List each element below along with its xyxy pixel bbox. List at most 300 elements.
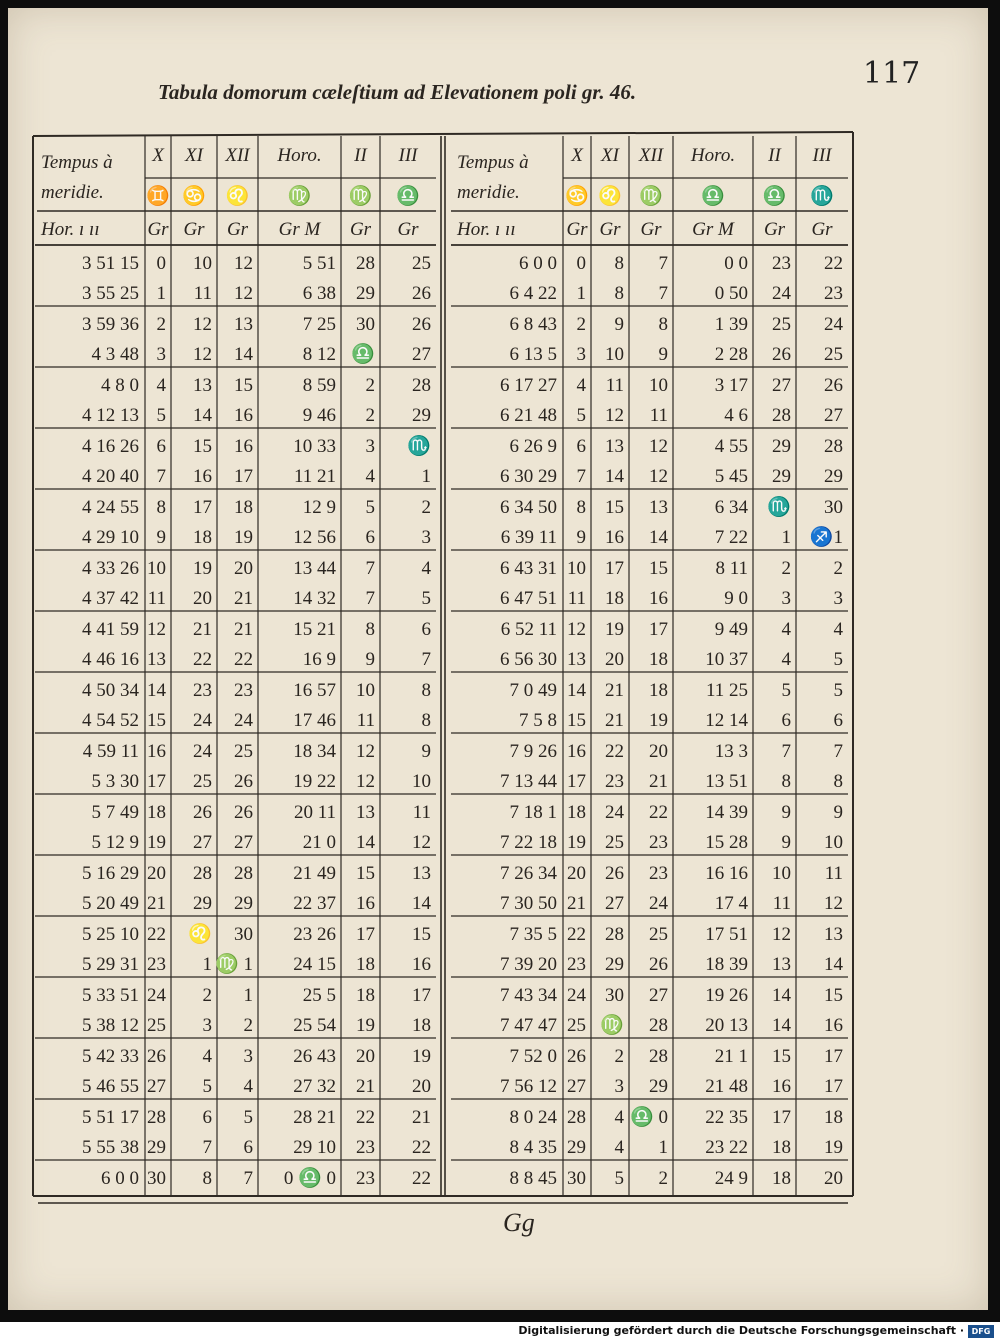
left-cell: 9 <box>156 527 166 548</box>
left-cell: 7 <box>156 466 166 487</box>
right-cell: 4 55 <box>714 436 748 457</box>
right-cell: 30 <box>567 1168 586 1189</box>
right-cell: 28 <box>824 436 843 457</box>
left-cell: ♏ <box>407 436 431 457</box>
left-cell: 5 51 17 <box>82 1107 139 1128</box>
left-cell: 26 <box>193 802 212 823</box>
right-cell: 12 <box>649 466 668 487</box>
right-cell: 27 <box>824 405 843 426</box>
table-header <box>40 145 834 240</box>
left-sign-2: ♌ <box>225 186 250 207</box>
right-cell: 6 <box>833 710 843 731</box>
right-cell: 12 <box>649 436 668 457</box>
left-cell: 4 3 48 <box>91 344 139 365</box>
right-cell: 7 <box>833 741 843 762</box>
right-cell: ♎ 0 <box>630 1107 668 1128</box>
left-unit-5: Gr <box>349 219 372 240</box>
left-cell: 4 33 26 <box>82 558 139 579</box>
left-cell: 4 8 0 <box>101 375 139 396</box>
right-cell: 9 0 <box>724 588 748 609</box>
right-cell: 13 <box>772 954 791 975</box>
right-cell: 23 <box>605 771 624 792</box>
left-cell: 4 50 34 <box>82 680 139 701</box>
left-cell: 20 <box>356 1046 375 1067</box>
right-cell: 9 <box>781 832 791 853</box>
left-cell: 22 <box>147 924 166 945</box>
left-cell: 20 <box>412 1076 431 1097</box>
right-cell: 3 <box>614 1076 624 1097</box>
right-cell: 4 <box>614 1137 624 1158</box>
right-cell: 26 <box>567 1046 586 1067</box>
left-cell: 6 38 <box>302 283 336 304</box>
right-cell: 4 <box>781 649 791 670</box>
left-cell: 28 21 <box>293 1107 336 1128</box>
left-cell: 16 <box>147 741 166 762</box>
right-cell: 5 <box>781 680 791 701</box>
right-cell: 14 39 <box>705 802 748 823</box>
left-cell: 4 37 42 <box>82 588 139 609</box>
right-cell: 17 <box>772 1107 791 1128</box>
right-cell: 26 <box>772 344 791 365</box>
right-cell: 4 <box>781 619 791 640</box>
right-cell: 3 <box>781 588 791 609</box>
left-cell: 2 <box>243 1015 253 1036</box>
left-cell: 14 <box>412 893 431 914</box>
left-cell: 15 <box>193 436 212 457</box>
left-cell: 27 <box>147 1076 166 1097</box>
right-cell: 24 <box>649 893 668 914</box>
left-cell: 20 11 <box>293 802 336 823</box>
right-cell: 18 <box>649 649 668 670</box>
right-cell: 25 <box>567 1015 586 1036</box>
right-cell: 9 <box>781 802 791 823</box>
right-cell: 17 51 <box>705 924 748 945</box>
left-cell: 18 <box>356 985 375 1006</box>
left-sign-5: ♎ <box>396 186 420 207</box>
right-cell: 9 <box>576 527 586 548</box>
left-cell: 13 44 <box>293 558 336 579</box>
left-cell: 29 <box>147 1137 166 1158</box>
right-cell: 2 <box>614 1046 624 1067</box>
right-cell: 16 16 <box>705 863 748 884</box>
left-cell: 5 <box>202 1076 212 1097</box>
right-cell: 14 <box>824 954 843 975</box>
left-cell: 22 <box>412 1168 431 1189</box>
right-cell: 8 <box>614 253 624 274</box>
right-cell: 25 <box>605 832 624 853</box>
left-cell: 5 <box>156 405 166 426</box>
left-cell: 25 <box>193 771 212 792</box>
right-cell: 6 13 5 <box>509 344 557 365</box>
left-cell: 22 <box>412 1137 431 1158</box>
left-cell: 28 <box>412 375 431 396</box>
left-sign-4: ♍ <box>348 186 373 207</box>
left-cell: 4 54 52 <box>82 710 139 731</box>
left-cell: 26 <box>234 771 253 792</box>
left-cell: 7 <box>202 1137 212 1158</box>
left-cell: 9 <box>421 741 431 762</box>
left-cell: 4 20 40 <box>82 466 139 487</box>
left-cell: ♍ 1 <box>215 954 253 975</box>
left-cell: 5 42 33 <box>82 1046 139 1067</box>
left-cell: 23 <box>234 680 253 701</box>
right-cell: 7 30 50 <box>500 893 557 914</box>
right-cell: 21 48 <box>705 1076 748 1097</box>
right-cell: 3 <box>576 344 586 365</box>
left-cell: 5 16 29 <box>82 863 139 884</box>
left-cell: 26 <box>412 314 431 335</box>
left-cell: 5 20 49 <box>82 893 139 914</box>
right-sign-4: ♎ <box>762 186 787 207</box>
right-cell: 17 <box>605 558 624 579</box>
right-cell: 6 8 43 <box>509 314 557 335</box>
right-cell: 8 <box>658 314 668 335</box>
left-cell: 18 <box>147 802 166 823</box>
left-cell: 2 <box>202 985 212 1006</box>
left-cell: 24 <box>193 741 212 762</box>
right-cell: 21 <box>649 771 668 792</box>
left-cell: 26 <box>147 1046 166 1067</box>
left-cell: 20 <box>234 558 253 579</box>
left-cell: 24 <box>234 710 253 731</box>
right-cell: 6 21 48 <box>500 405 557 426</box>
right-cell: 19 <box>605 619 624 640</box>
left-cell: 20 <box>147 863 166 884</box>
left-cell: 14 <box>193 405 212 426</box>
right-cell: 7 43 34 <box>500 985 557 1006</box>
left-cell: 7 <box>421 649 431 670</box>
right-cell: 2 <box>658 1168 668 1189</box>
right-cell: 7 13 44 <box>500 771 557 792</box>
right-cell: 20 <box>824 1168 843 1189</box>
digitization-footer <box>0 1322 1000 1342</box>
left-cell: 7 25 <box>302 314 336 335</box>
right-cell: 15 28 <box>705 832 748 853</box>
left-cell: 11 <box>412 802 431 823</box>
right-cell: 18 <box>649 680 668 701</box>
right-cell: 23 <box>649 832 668 853</box>
right-cell: 8 <box>781 771 791 792</box>
right-cell: 6 34 50 <box>500 497 557 518</box>
left-cell: 27 32 <box>293 1076 336 1097</box>
right-cell: 4 6 <box>724 405 748 426</box>
footer-text: Digitalisierung gefördert durch die Deutsche Forschungsgemeinschaft · <box>518 1324 964 1337</box>
left-cell: 24 <box>193 710 212 731</box>
right-cell: 27 <box>567 1076 586 1097</box>
left-cell: 16 <box>234 436 253 457</box>
left-cell: 28 <box>147 1107 166 1128</box>
left-cell: 10 <box>412 771 431 792</box>
left-cell: 14 <box>234 344 253 365</box>
right-cell: 7 18 1 <box>509 802 557 823</box>
right-cell: 22 <box>605 741 624 762</box>
left-cell: 10 <box>193 253 212 274</box>
right-cell: 28 <box>605 924 624 945</box>
left-cell: 19 <box>234 527 253 548</box>
left-cell: 6 <box>365 527 375 548</box>
left-cell: 16 <box>412 954 431 975</box>
right-cell: 8 8 45 <box>509 1168 557 1189</box>
left-cell: 2 <box>365 405 375 426</box>
right-cell: 13 <box>824 924 843 945</box>
right-cell: 6 52 11 <box>500 619 557 640</box>
right-unit-0: Hor. ı ıı <box>457 219 516 240</box>
left-cell: 4 41 59 <box>82 619 139 640</box>
left-cell: 26 <box>412 283 431 304</box>
left-cell: 7 <box>365 588 375 609</box>
left-cell: 2 <box>156 314 166 335</box>
right-cell: 20 <box>605 649 624 670</box>
left-cell: 3 <box>243 1046 253 1067</box>
right-cell: 10 <box>567 558 586 579</box>
left-cell: 13 <box>412 863 431 884</box>
right-cell: 20 13 <box>705 1015 748 1036</box>
left-cell: 25 <box>147 1015 166 1036</box>
right-house-1: XI <box>601 145 619 166</box>
right-cell: 8 <box>576 497 586 518</box>
left-cell: 21 49 <box>293 863 336 884</box>
right-cell: 13 3 <box>714 741 748 762</box>
left-cell: 19 <box>412 1046 431 1067</box>
right-cell: 1 <box>658 1137 668 1158</box>
right-cell: 27 <box>605 893 624 914</box>
right-cell: 16 <box>567 741 586 762</box>
left-cell: 29 <box>412 405 431 426</box>
right-cell: 23 <box>824 283 843 304</box>
left-cell: 17 <box>147 771 166 792</box>
right-cell: 17 4 <box>714 893 748 914</box>
right-cell: 6 26 9 <box>509 436 557 457</box>
left-cell: 6 <box>156 436 166 457</box>
right-cell: 24 9 <box>714 1168 748 1189</box>
left-cell: 14 <box>356 832 375 853</box>
left-cell: 18 <box>234 497 253 518</box>
right-cell: 28 <box>649 1015 668 1036</box>
left-tempus-label: Tempus à <box>41 152 113 173</box>
left-cell: 22 <box>234 649 253 670</box>
right-cell: 30 <box>605 985 624 1006</box>
right-cell: 6 <box>781 710 791 731</box>
right-cell: 23 <box>649 863 668 884</box>
right-cell: 20 <box>567 863 586 884</box>
left-cell: 3 <box>421 527 431 548</box>
left-cell: 4 24 55 <box>82 497 139 518</box>
left-cell: ♌ <box>188 924 212 945</box>
left-cell: 8 59 <box>302 375 336 396</box>
left-cell: 21 <box>193 619 212 640</box>
left-cell: 10 <box>147 558 166 579</box>
right-cell: 22 <box>824 253 843 274</box>
left-cell: 15 <box>147 710 166 731</box>
right-cell: 23 <box>772 253 791 274</box>
right-cell: 9 <box>833 802 843 823</box>
right-cell: 0 0 <box>724 253 748 274</box>
left-cell: 0 ♎ 0 <box>283 1168 336 1189</box>
left-cell: 12 <box>193 344 212 365</box>
left-cell: 0 <box>156 253 166 274</box>
dfg-logo: DFG <box>968 1325 994 1338</box>
right-tempus-label: Tempus à <box>457 152 529 173</box>
left-cell: 11 <box>147 588 166 609</box>
right-cell: 7 39 20 <box>500 954 557 975</box>
left-cell: 12 <box>356 741 375 762</box>
right-cell: 26 <box>605 863 624 884</box>
right-cell: 11 25 <box>705 680 748 701</box>
left-cell: 29 <box>193 893 212 914</box>
left-cell: 8 <box>421 710 431 731</box>
left-cell: 13 <box>147 649 166 670</box>
left-cell: 19 <box>147 832 166 853</box>
right-cell: 7 9 26 <box>509 741 557 762</box>
right-cell: 24 <box>605 802 624 823</box>
left-cell: 4 <box>156 375 166 396</box>
left-cell: 11 <box>356 710 375 731</box>
right-cell: 29 <box>605 954 624 975</box>
right-cell: 2 <box>781 558 791 579</box>
left-cell: 25 <box>412 253 431 274</box>
right-cell: 7 52 0 <box>509 1046 557 1067</box>
right-cell: 2 <box>833 558 843 579</box>
right-cell: 26 <box>824 375 843 396</box>
right-cell: 9 <box>658 344 668 365</box>
left-cell: 30 <box>356 314 375 335</box>
right-cell: 6 17 27 <box>500 375 557 396</box>
right-cell: 21 <box>567 893 586 914</box>
right-cell: 11 <box>772 893 791 914</box>
left-cell: 12 9 <box>302 497 336 518</box>
right-house-3: Horo. <box>690 145 736 166</box>
right-cell: 7 26 34 <box>500 863 557 884</box>
right-cell: 21 <box>605 710 624 731</box>
left-cell: 18 <box>356 954 375 975</box>
right-unit-1: Gr <box>566 219 588 240</box>
right-cell: 29 <box>824 466 843 487</box>
left-sign-3: ♍ <box>287 186 312 207</box>
right-cell: 7 <box>576 466 586 487</box>
right-cell: 6 <box>576 436 586 457</box>
right-cell: 3 <box>833 588 843 609</box>
left-cell: 8 <box>421 680 431 701</box>
right-cell: 15 <box>772 1046 791 1067</box>
right-cell: 29 <box>649 1076 668 1097</box>
left-cell: 7 <box>365 558 375 579</box>
right-cell: 22 <box>649 802 668 823</box>
right-sign-2: ♍ <box>639 186 663 207</box>
right-cell: 0 <box>576 253 586 274</box>
right-cell: 16 <box>772 1076 791 1097</box>
right-cell: 6 47 51 <box>500 588 557 609</box>
right-cell: 4 <box>614 1107 624 1128</box>
left-cell: 4 <box>243 1076 253 1097</box>
left-cell: 3 <box>202 1015 212 1036</box>
left-cell: 6 <box>202 1107 212 1128</box>
left-cell: 21 0 <box>302 832 336 853</box>
left-cell: 22 37 <box>293 893 336 914</box>
right-cell: 18 39 <box>705 954 748 975</box>
left-sign-1: ♋ <box>182 186 206 207</box>
right-cell: 13 <box>605 436 624 457</box>
right-cell: 14 <box>567 680 586 701</box>
left-cell: 7 <box>243 1168 253 1189</box>
left-cell: 18 <box>193 527 212 548</box>
left-cell: 13 <box>356 802 375 823</box>
right-cell: 29 <box>772 436 791 457</box>
right-cell: 2 28 <box>714 344 748 365</box>
right-cell: 3 17 <box>714 375 748 396</box>
right-meridie-label: meridie. <box>457 182 520 203</box>
right-cell: 10 <box>772 863 791 884</box>
right-cell: 11 <box>567 588 586 609</box>
right-cell: 22 <box>567 924 586 945</box>
right-cell: 27 <box>772 375 791 396</box>
right-cell: 10 <box>649 375 668 396</box>
table-title: Tabula domorum cæleſtium ad Elevationem poli gr. 46. <box>158 80 637 104</box>
left-cell: 23 <box>356 1168 375 1189</box>
left-sign-0: ♊ <box>146 186 170 207</box>
left-cell: 15 <box>412 924 431 945</box>
right-cell: 8 <box>614 283 624 304</box>
left-cell: 28 <box>193 863 212 884</box>
right-cell: 5 45 <box>714 466 748 487</box>
table-body <box>82 253 844 1189</box>
right-sign-5: ♏ <box>810 186 834 207</box>
right-cell: 19 26 <box>705 985 748 1006</box>
right-cell: 15 <box>567 710 586 731</box>
right-house-0: X <box>571 145 583 166</box>
right-cell: 6 43 31 <box>500 558 557 579</box>
right-cell: 17 <box>649 619 668 640</box>
right-cell: 15 <box>605 497 624 518</box>
left-cell: 22 <box>356 1107 375 1128</box>
left-cell: 21 <box>234 619 253 640</box>
left-cell: 18 34 <box>293 741 336 762</box>
right-cell: 10 <box>824 832 843 853</box>
left-cell: 29 <box>356 283 375 304</box>
left-unit-0: Hor. ı ıı <box>41 219 100 240</box>
right-cell: 5 <box>833 649 843 670</box>
right-cell: 24 <box>567 985 586 1006</box>
left-cell: 25 <box>234 741 253 762</box>
right-cell: 5 <box>614 1168 624 1189</box>
book-page <box>8 8 988 1310</box>
right-cell: 25 <box>649 924 668 945</box>
right-house-2: XII <box>638 145 664 166</box>
left-cell: 23 <box>356 1137 375 1158</box>
left-cell: 5 38 12 <box>82 1015 139 1036</box>
right-cell: 19 <box>567 832 586 853</box>
right-cell: 6 39 11 <box>500 527 557 548</box>
right-sign-1: ♌ <box>598 186 622 207</box>
left-cell: 25 54 <box>293 1015 336 1036</box>
left-cell: 28 <box>356 253 375 274</box>
right-cell: 24 <box>824 314 843 335</box>
left-cell: 17 46 <box>293 710 336 731</box>
right-cell: 7 22 <box>714 527 748 548</box>
left-cell: 23 <box>193 680 212 701</box>
left-cell: 27 <box>412 344 431 365</box>
right-cell: 18 <box>772 1168 791 1189</box>
right-cell: 13 <box>649 497 668 518</box>
right-cell: 14 <box>772 1015 791 1036</box>
right-cell: 7 22 18 <box>500 832 557 853</box>
right-cell: 14 <box>649 527 668 548</box>
right-unit-3: Gr <box>640 219 662 240</box>
left-cell: 2 <box>421 497 431 518</box>
left-cell: 5 <box>365 497 375 518</box>
right-cell: 1 39 <box>714 314 748 335</box>
left-cell: 6 <box>243 1137 253 1158</box>
left-cell: 22 <box>193 649 212 670</box>
